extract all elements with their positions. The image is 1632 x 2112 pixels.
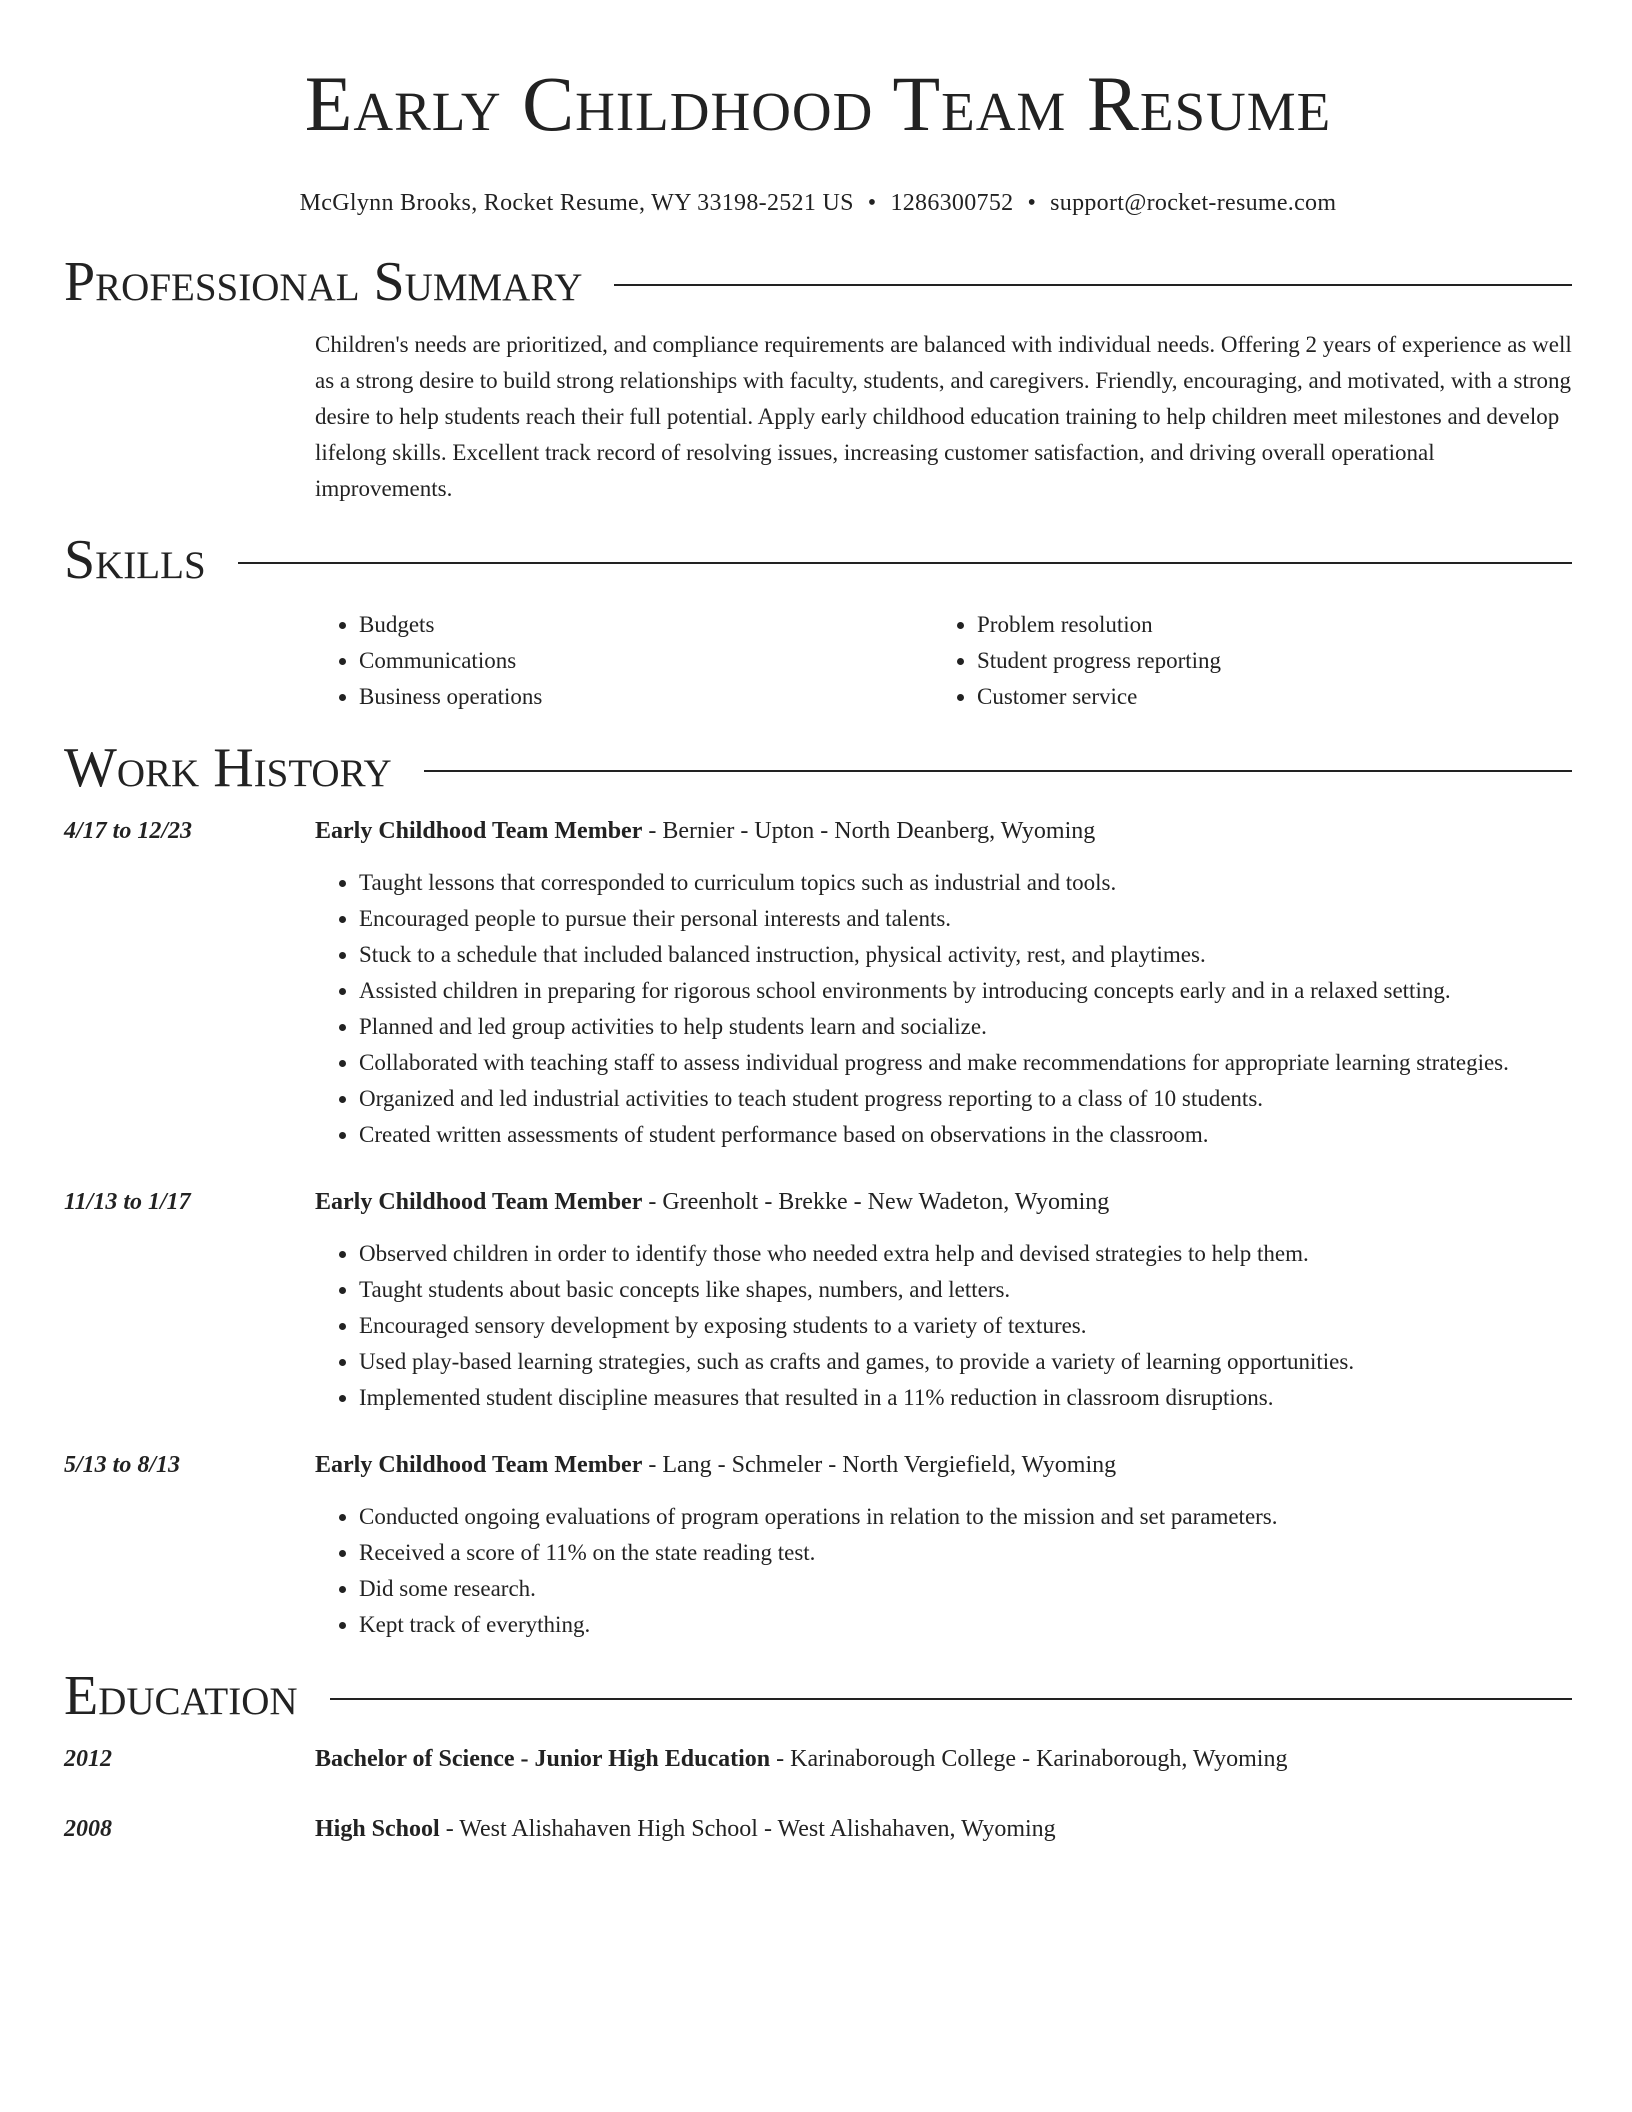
education-entry — [64, 1812, 1572, 1846]
job-bullet: • Received a score of 11% on the state reading test. — [359, 1535, 1572, 1571]
job-bullet: • Taught students about basic concepts like shapes, numbers, and letters. — [359, 1272, 1572, 1308]
education-heading-line — [315, 1812, 1056, 1846]
education-year: 2008 — [64, 1816, 112, 1842]
skills-column-right — [933, 607, 1551, 715]
summary-text: Children's needs are prioritized, and compliance requirements are balanced with individual needs. Offering 2 years of experience as well as a strong desire to build strong relationships with faculty, students, and caregivers. Friendly, encouraging, and motivated, with a strong desire to help students reach their full potential. Apply early childhood education training to help children meet milestones and develop lifelong skills. Excellent track record of resolving issues, increasing customer satisfaction, and driving overall operational improvements. — [315, 332, 1572, 501]
education-degree: High School — [315, 1816, 440, 1842]
education-heading-line — [315, 1742, 1287, 1776]
job-bullet: • Implemented student discipline measures that resulted in a 11% reduction in classroom disruptions. — [359, 1380, 1572, 1416]
section-divider — [424, 770, 1572, 772]
education-section-header — [64, 1665, 1572, 1727]
job-bullet: • Conducted ongoing evaluations of program operations in relation to the mission and set parameters. — [359, 1499, 1572, 1535]
skill-item: • Customer service — [977, 679, 1551, 715]
job-details: - Lang - Schmeler - North Vergiefield, Wyoming — [642, 1452, 1117, 1478]
job-title: Early Childhood Team Member — [315, 818, 643, 844]
contact-line — [64, 188, 1572, 218]
job-bullet: • Encouraged sensory development by exposing students to a variety of textures. — [359, 1308, 1572, 1344]
skill-item: • Communications — [359, 643, 933, 679]
skills-section-header — [64, 529, 1572, 591]
job-bullets — [315, 1236, 1572, 1416]
bullet-separator: • — [1027, 190, 1037, 216]
skill-item: • Student progress reporting — [977, 643, 1551, 679]
section-divider — [330, 1698, 1572, 1700]
job-bullet: • Kept track of everything. — [359, 1607, 1572, 1643]
summary-heading: Professional Summary — [64, 251, 583, 313]
job-dates: 11/13 to 1/17 — [64, 1189, 191, 1215]
job-entry — [64, 1448, 1572, 1482]
summary-section-header — [64, 251, 1572, 313]
work-section-header — [64, 737, 1572, 799]
job-bullet: • Organized and led industrial activities to teach student progress reporting to a class of 10 students. — [359, 1081, 1572, 1117]
skill-item: • Budgets — [359, 607, 933, 643]
job-bullet: • Used play-based learning strategies, such as crafts and games, to provide a variety of learning opportunities. — [359, 1344, 1572, 1380]
skill-item: • Problem resolution — [977, 607, 1551, 643]
job-heading — [315, 1185, 1109, 1219]
education-degree: Bachelor of Science - Junior High Education — [315, 1746, 771, 1772]
job-bullet: • Assisted children in preparing for rigorous school environments by introducing concepts early and in a relaxed setting. — [359, 973, 1572, 1009]
contact-phone: 1286300752 — [890, 190, 1014, 216]
job-dates: 4/17 to 12/23 — [64, 818, 193, 844]
job-bullet: • Encouraged people to pursue their personal interests and talents. — [359, 901, 1572, 937]
job-entry — [64, 1185, 1572, 1219]
skills-heading: Skills — [64, 529, 206, 591]
contact-email: support@rocket-resume.com — [1050, 190, 1337, 216]
job-title: Early Childhood Team Member — [315, 1189, 643, 1215]
job-dates: 5/13 to 8/13 — [64, 1452, 181, 1478]
job-heading — [315, 814, 1095, 848]
education-details: - West Alishahaven High School - West Alishahaven, Wyoming — [439, 1816, 1056, 1842]
job-bullets — [315, 1499, 1572, 1643]
section-divider — [238, 562, 1572, 564]
skills-column-left — [315, 607, 933, 715]
skill-item: • Business operations — [359, 679, 933, 715]
education-heading: Education — [64, 1665, 298, 1727]
job-details: - Greenholt - Brekke - New Wadeton, Wyoming — [642, 1189, 1110, 1215]
resume-page — [64, 0, 1572, 1846]
job-bullet: • Observed children in order to identify those who needed extra help and devised strategies to help them. — [359, 1236, 1572, 1272]
job-bullet: • Created written assessments of student performance based on observations in the classroom. — [359, 1117, 1572, 1153]
job-bullet: • Collaborated with teaching staff to assess individual progress and make recommendations for appropriate learning strategies. — [359, 1045, 1572, 1081]
job-bullet: • Stuck to a schedule that included balanced instruction, physical activity, rest, and playtimes. — [359, 937, 1572, 973]
bullet-separator: • — [867, 190, 877, 216]
contact-address: McGlynn Brooks, Rocket Resume, WY 33198-2521 US — [299, 190, 854, 216]
skills-list — [315, 607, 1572, 715]
job-bullet: • Planned and led group activities to help students learn and socialize. — [359, 1009, 1572, 1045]
section-divider — [614, 284, 1572, 286]
job-bullet: • Taught lessons that corresponded to curriculum topics such as industrial and tools. — [359, 865, 1572, 901]
resume-title: Early Childhood Team Resume — [304, 60, 1332, 147]
job-title: Early Childhood Team Member — [315, 1452, 643, 1478]
education-entry — [64, 1742, 1572, 1776]
work-heading: Work History — [64, 737, 392, 799]
job-entry — [64, 814, 1572, 848]
job-heading — [315, 1448, 1116, 1482]
job-bullets — [315, 865, 1572, 1153]
job-bullet: • Did some research. — [359, 1571, 1572, 1607]
education-year: 2012 — [64, 1746, 112, 1772]
education-details: - Karinaborough College - Karinaborough, Wyoming — [770, 1746, 1288, 1772]
job-details: - Bernier - Upton - North Deanberg, Wyoming — [642, 818, 1096, 844]
